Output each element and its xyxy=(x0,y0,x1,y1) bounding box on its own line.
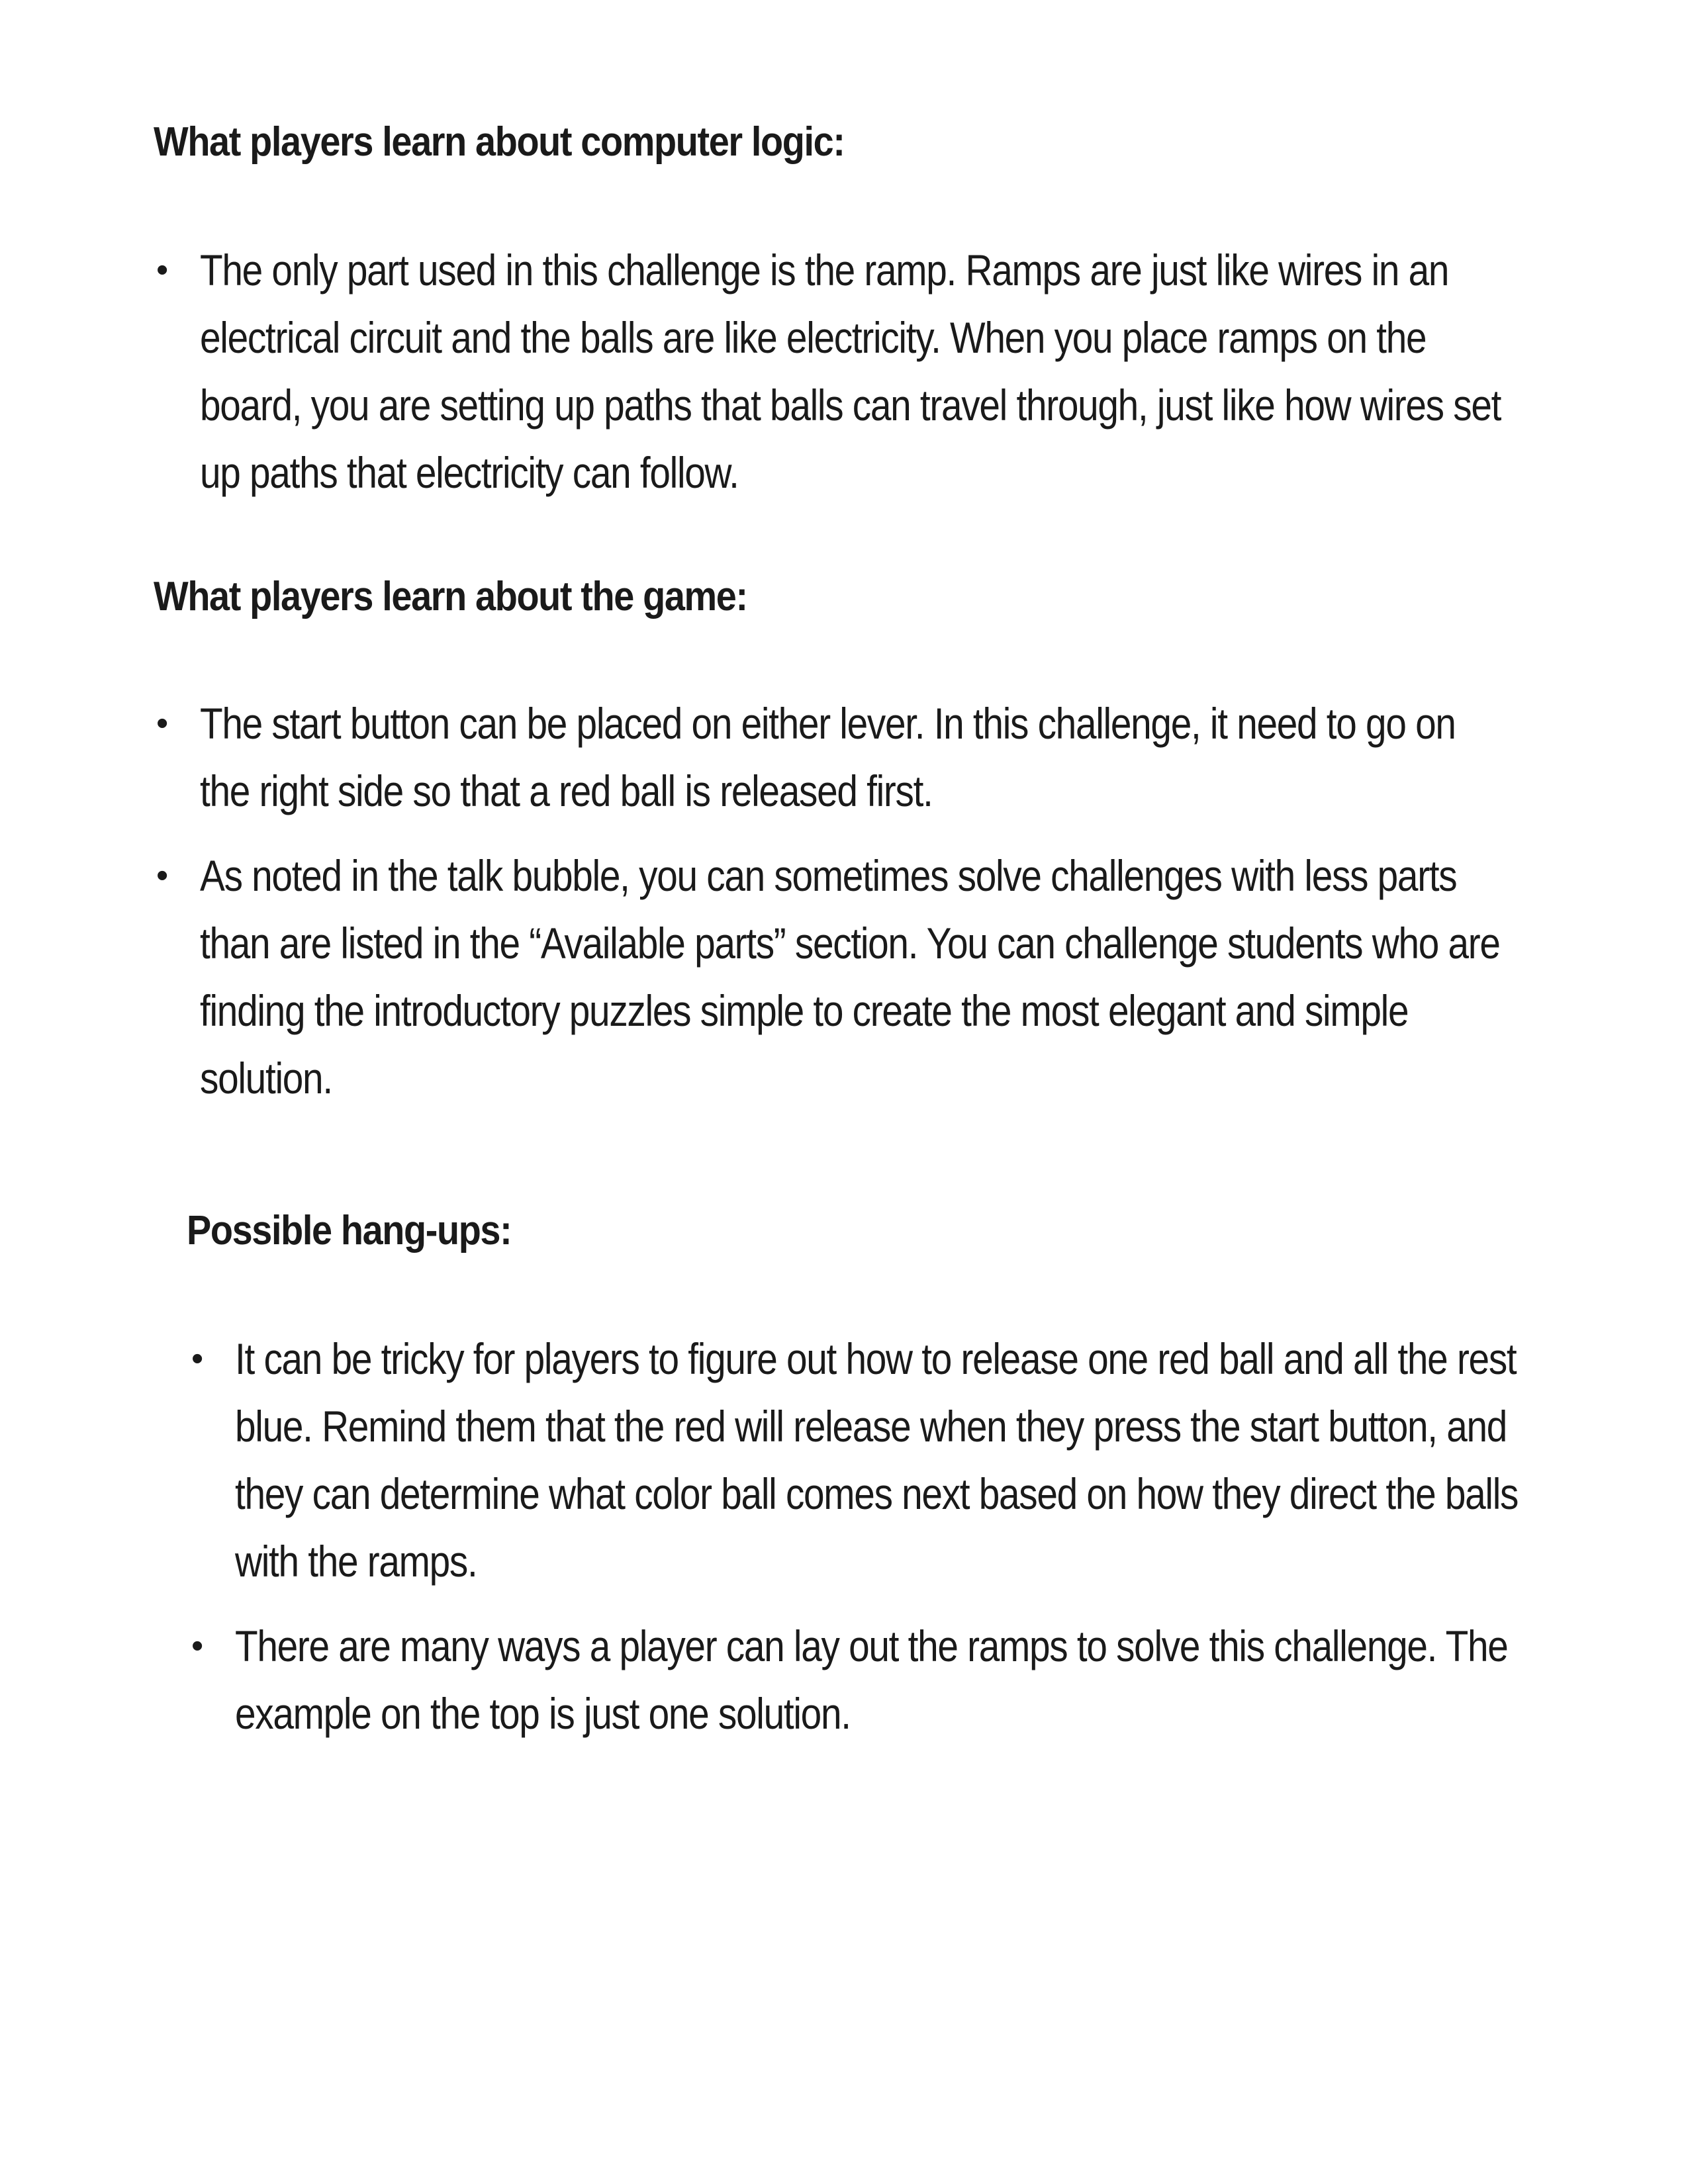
list-item xyxy=(156,236,1517,506)
list-item xyxy=(191,1612,1526,1747)
section-hang-ups xyxy=(0,1205,1688,1764)
list-item-text: As noted in the talk bubble, you can sometimes solve challenges with less parts than are listed in the “Available parts” section. You can challenge students who are finding the introductory puzzles simple to create the most elegant and simple solution. xyxy=(200,851,1500,1103)
bullet-icon: • xyxy=(191,1340,203,1378)
list-item-text: The start button can be placed on either lever. In this challenge, it need to go on the right side so that a red ball is released first. xyxy=(200,699,1456,815)
section-game xyxy=(0,570,1688,1129)
bullet-icon: • xyxy=(156,856,167,895)
list-item xyxy=(156,690,1517,825)
list-item-text: There are many ways a player can lay out the ramps to solve this challenge. The example on the top is just one solution. xyxy=(235,1621,1508,1738)
section-computer-logic xyxy=(0,116,1688,523)
bullet-list xyxy=(0,690,1688,1112)
bullet-icon: • xyxy=(156,251,167,289)
section-heading: What players learn about the game: xyxy=(154,574,747,619)
list-item xyxy=(191,1325,1526,1595)
bullet-list xyxy=(0,1325,1688,1747)
section-heading: What players learn about computer logic: xyxy=(154,119,845,165)
bullet-list xyxy=(0,236,1688,506)
bullet-icon: • xyxy=(191,1627,203,1665)
list-item xyxy=(156,842,1517,1112)
section-heading: Possible hang-ups: xyxy=(187,1208,512,1253)
list-item-text: The only part used in this challenge is the ramp. Ramps are just like wires in an electrical circuit and the balls are like electricity. When you place ramps on the board, you are setting up paths that balls can travel through, just like how wires set up paths that electricity can follow. xyxy=(200,246,1501,497)
bullet-icon: • xyxy=(156,704,167,743)
list-item-text: It can be tricky for players to figure out how to release one red ball and all the rest blue. Remind them that the red will release when they press the start button, and they can determine what color ball comes next based on how they direct the balls with the ramps. xyxy=(235,1334,1519,1586)
